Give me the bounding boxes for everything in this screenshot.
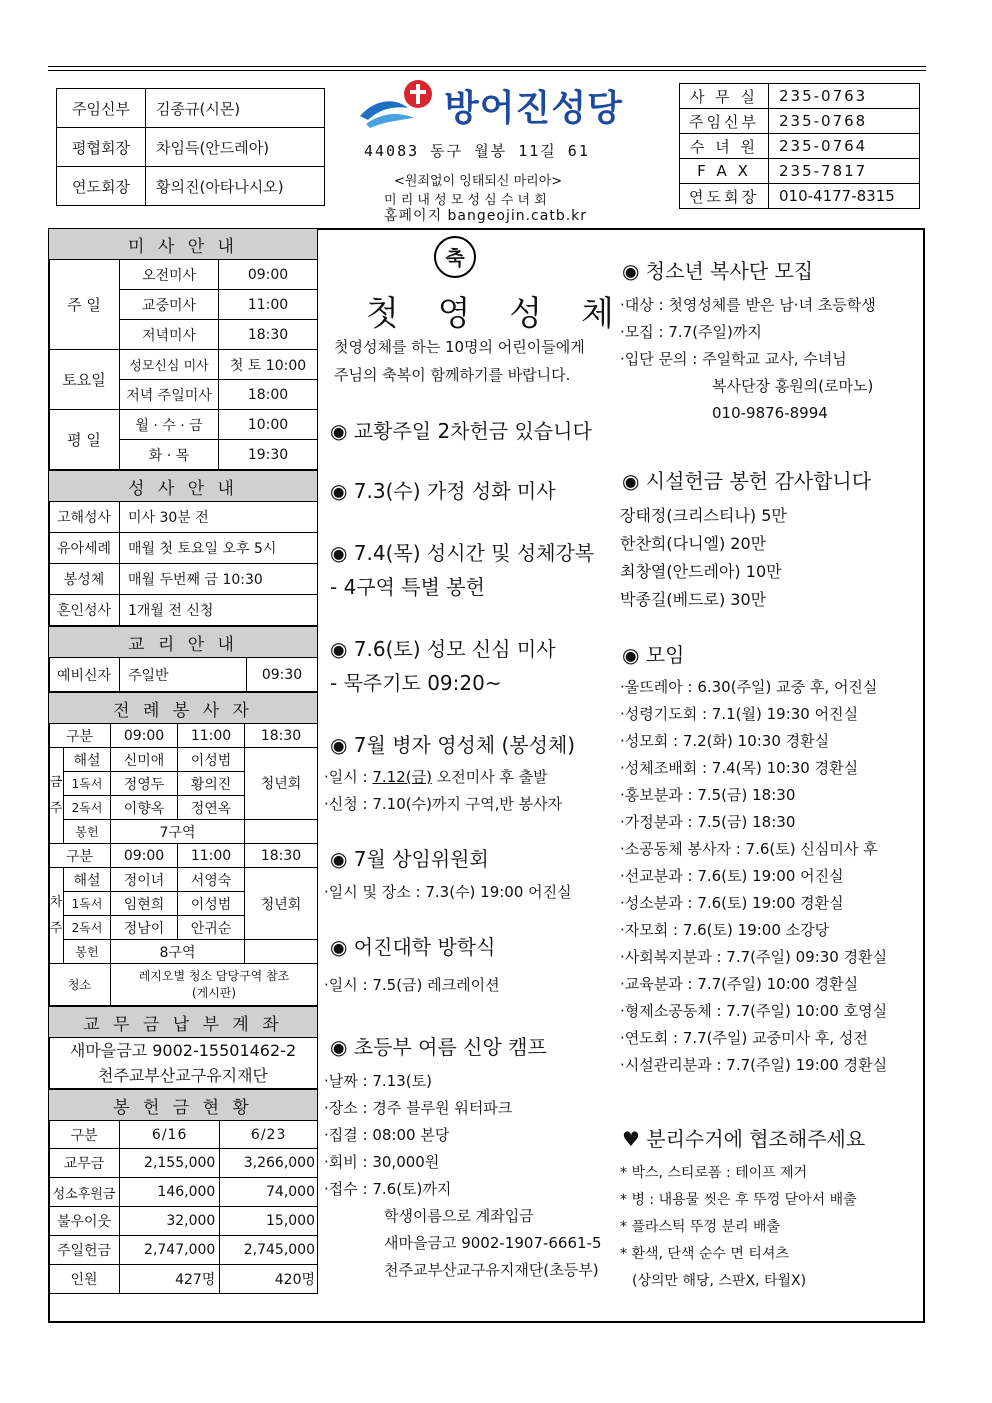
church-logo <box>356 76 436 136</box>
info-key: 평협회장 <box>57 128 146 167</box>
phone-value: 235-7817 <box>769 159 920 184</box>
offering-value: 420명 <box>220 1265 318 1294</box>
offering-value: 2,155,000 <box>120 1149 220 1178</box>
date: 7.12(금) <box>372 768 432 786</box>
doctrine-time: 09:30 <box>247 658 318 692</box>
offering-value: 32,000 <box>120 1207 220 1236</box>
doctrine-table <box>48 626 318 692</box>
notice-marian-mass: ◉ 7.6(토) 성모 신심 미사 <box>330 637 556 661</box>
phone-value: 010-4177-8315 <box>769 184 920 209</box>
role: 봉헌 <box>64 820 111 844</box>
notice-sick-communion: ◉ 7월 병자 영성체 (봉성체) <box>330 733 576 757</box>
offering-title: 봉 헌 금 현 황 <box>49 1090 318 1121</box>
servers-head: 09:00 <box>111 724 178 748</box>
celebration-badge: 축 <box>434 236 476 278</box>
offering-value: 146,000 <box>120 1178 220 1207</box>
subtitle-1: <원죄없이 잉태되신 마리아> <box>394 174 563 189</box>
week-label: 금주 <box>49 748 64 844</box>
left-column <box>48 228 318 1294</box>
meeting: ·자모회 : 7.6(토) 19:00 소강당 <box>620 921 830 939</box>
server: 정연옥 <box>178 796 245 820</box>
homepage: 홈페이지 bangeojin.catb.kr <box>384 208 588 224</box>
offering-value: 15,000 <box>220 1207 318 1236</box>
meeting: ·연도회 : 7.7(주일) 교중미사 후, 성전 <box>620 1029 868 1047</box>
sacrament-value: 매월 두번째 금 10:30 <box>120 564 318 595</box>
server: 이성범 <box>178 892 245 916</box>
server: 이향옥 <box>111 796 178 820</box>
meeting: ·홍보분과 : 7.5(금) 18:30 <box>620 786 796 804</box>
server: 안귀순 <box>178 916 245 940</box>
phone-value: 235-0764 <box>769 134 920 159</box>
mass-time: 18:00 <box>219 380 318 410</box>
sacrament-key: 고해성사 <box>49 502 120 533</box>
role: 해설 <box>64 868 111 892</box>
role: 2독서 <box>64 796 111 820</box>
meetings-list <box>620 674 887 1079</box>
sacrament-title: 성 사 안 내 <box>49 471 318 502</box>
mass-name: 성모신심 미사 <box>120 350 219 380</box>
week-label: 차주 <box>49 868 64 964</box>
weekday-label: 평 일 <box>49 410 120 470</box>
donor: 한찬희(다니엘) 20만 <box>620 534 767 553</box>
account-line-1: 새마을금고 9002-15501462-2 <box>49 1038 318 1065</box>
offering-head: 6/16 <box>120 1121 220 1149</box>
offering-value: 427명 <box>120 1265 220 1294</box>
camp-line: ·집결 : 08:00 본당 <box>324 1126 450 1144</box>
servers-head: 09:00 <box>111 844 178 868</box>
college-closing-detail: ·일시 : 7.5(금) 레크레이션 <box>324 976 500 994</box>
altar-line: ·대상 : 첫영성체를 받은 남·녀 초등학생 <box>620 296 876 314</box>
recycling-rule: * 박스, 스티로폼 : 테이프 제거 <box>620 1165 808 1181</box>
sacrament-key: 봉성체 <box>49 564 120 595</box>
top-rule <box>48 66 926 67</box>
meeting: ·성령기도회 : 7.1(월) 19:30 어진실 <box>620 705 859 723</box>
mass-name: 교중미사 <box>120 290 219 320</box>
notice-marian-mass-sub: - 묵주기도 09:20~ <box>330 671 502 695</box>
meeting: ·가정분과 : 7.5(금) 18:30 <box>620 813 796 831</box>
cleaning-label: 청소 <box>49 964 111 1006</box>
top-rule-2 <box>48 70 926 71</box>
account-title: 교 무 금 납 부 계 좌 <box>49 1007 318 1038</box>
camp-line: 학생이름으로 계좌입금 <box>384 1207 534 1225</box>
altar-line: 복사단장 홍원의(로마노) <box>712 377 874 395</box>
mass-time: 첫 토 10:00 <box>219 350 318 380</box>
meeting: ·소공동체 봉사자 : 7.6(토) 신심미사 후 <box>620 840 878 858</box>
info-value: 김종규(시몬) <box>146 89 325 128</box>
meeting: ·형제소공동체 : 7.7(주일) 10:00 호영실 <box>620 1002 888 1020</box>
altar-line: ·모집 : 7.7(주일)까지 <box>620 323 762 341</box>
servers-head: 18:30 <box>245 844 318 868</box>
servers-title: 전 례 봉 사 자 <box>49 693 318 724</box>
offering-key: 교무금 <box>49 1149 120 1178</box>
meeting: ·성체조배회 : 7.4(목) 10:30 경환실 <box>620 759 859 777</box>
donor: 박종길(베드로) 30만 <box>620 590 767 609</box>
mass-time: 09:00 <box>219 260 318 290</box>
offering-key: 인원 <box>49 1265 120 1294</box>
notice-facility-offering: ◉ 시설헌금 봉헌 감사합니다 <box>622 469 872 493</box>
sacrament-value: 1개월 전 신청 <box>120 595 318 626</box>
recycling-rule: * 플라스틱 뚜껑 분리 배출 <box>620 1219 781 1235</box>
offering-key: 불우이웃 <box>49 1207 120 1236</box>
meeting: ·시설관리분과 : 7.7(주일) 19:00 경환실 <box>620 1056 888 1074</box>
sunday-label: 주 일 <box>49 260 120 350</box>
server: 정이녀 <box>111 868 178 892</box>
notice-altar-servers: ◉ 청소년 복사단 모집 <box>622 259 814 283</box>
sacrament-key: 유아세례 <box>49 533 120 564</box>
mass-table <box>48 228 318 470</box>
notice-recycling: ♥ 분리수거에 협조해주세요 <box>622 1127 866 1151</box>
camp-line: ·장소 : 경주 블루원 워터파크 <box>324 1099 513 1117</box>
offering-head: 6/23 <box>220 1121 318 1149</box>
info-value: 차임득(안드레아) <box>146 128 325 167</box>
account-line-2: 천주교부산교구유지재단 <box>49 1064 318 1089</box>
mass-time: 19:30 <box>219 440 318 470</box>
label: ·일시 : <box>324 768 373 786</box>
altar-line: 010-9876-8994 <box>712 404 828 422</box>
meeting: ·교육분과 : 7.7(주일) 10:00 경환실 <box>620 975 859 993</box>
server: 서영숙 <box>178 868 245 892</box>
phone-key: 주임신부 <box>680 109 769 134</box>
intro-line-1: 첫영성체를 하는 10명의 어린이들에게 <box>334 338 585 356</box>
role: 1독서 <box>64 772 111 796</box>
phone-value: 235-0768 <box>769 109 920 134</box>
notice-summer-camp: ◉ 초등부 여름 신앙 캠프 <box>330 1035 547 1059</box>
notice-college-closing: ◉ 어진대학 방학식 <box>330 935 496 959</box>
doctrine-value: 주일반 <box>120 658 247 692</box>
meeting: ·선교분과 : 7.6(토) 19:00 어진실 <box>620 867 844 885</box>
mass-title: 미 사 안 내 <box>49 229 318 260</box>
sacrament-table <box>48 470 318 626</box>
recycling-rule: * 환색, 단색 순수 면 티셔츠 <box>620 1246 789 1262</box>
server: 이성범 <box>178 748 245 772</box>
mass-name: 월 · 수 · 금 <box>120 410 219 440</box>
offering-value: 2,745,000 <box>220 1236 318 1265</box>
servers-head: 11:00 <box>178 844 245 868</box>
notice-committee: ◉ 7월 상임위원회 <box>330 847 489 871</box>
phone-key: 연도회장 <box>680 184 769 209</box>
server: 신미애 <box>111 748 178 772</box>
mass-time: 10:00 <box>219 410 318 440</box>
role: 봉헌 <box>64 940 111 964</box>
subtitle-2: 미 리 내 성 모 성 심 수 녀 회 <box>384 193 547 208</box>
intro-line-2: 주님의 축복이 함께하기를 바랍니다. <box>334 366 571 384</box>
camp-line: ·접수 : 7.6(토)까지 <box>324 1180 452 1198</box>
servers-head: 구분 <box>49 724 111 748</box>
recycling-rule: (상의만 해당, 스판X, 타월X) <box>632 1273 807 1289</box>
phone-table <box>679 83 920 209</box>
phone-value: 235-0763 <box>769 84 920 109</box>
offering-key: 주일헌금 <box>49 1236 120 1265</box>
altar-line: ·입단 문의 : 주일학교 교사, 수녀님 <box>620 350 847 368</box>
meeting: ·사회복지분과 : 7.7(주일) 09:30 경환실 <box>620 948 888 966</box>
doctrine-title: 교 리 안 내 <box>49 627 318 658</box>
notice-family-mass: ◉ 7.3(수) 가정 성화 미사 <box>330 479 556 503</box>
notice-papal-sunday: ◉ 교황주일 2차헌금 있습니다 <box>330 419 592 443</box>
mass-name: 오전미사 <box>120 260 219 290</box>
notice-meetings: ◉ 모임 <box>622 643 685 667</box>
first-communion-title: 첫 영 성 체 <box>366 294 628 334</box>
camp-line: ·날짜 : 7.13(토) <box>324 1072 432 1090</box>
detail: 오전미사 후 출발 <box>431 768 548 786</box>
servers-head: 구분 <box>49 844 111 868</box>
sick-communion-apply: ·신청 : 7.10(수)까지 구역,반 봉사자 <box>324 795 563 813</box>
info-key: 연도회장 <box>57 167 146 206</box>
sacrament-key: 혼인성사 <box>49 595 120 626</box>
recycling-list <box>620 1160 857 1295</box>
recycling-rule: * 병 : 내용물 씻은 후 뚜껑 닫아서 배출 <box>620 1192 857 1208</box>
meeting: ·성모회 : 7.2(화) 10:30 경환실 <box>620 732 830 750</box>
info-key: 주임신부 <box>57 89 146 128</box>
server: 정남이 <box>111 916 178 940</box>
cleaning-note: 레지오별 청소 담당구역 참조 <box>138 968 290 983</box>
role: 해설 <box>64 748 111 772</box>
offering-group: 7구역 <box>111 820 245 844</box>
committee-detail: ·일시 및 장소 : 7.3(수) 19:00 어진실 <box>324 883 572 901</box>
servers-head: 18:30 <box>245 724 318 748</box>
offering-table <box>48 1089 318 1294</box>
mass-time: 18:30 <box>219 320 318 350</box>
offering-value: 3,266,000 <box>220 1149 318 1178</box>
camp-line: 천주교부산교구유지재단(초등부) <box>384 1261 599 1279</box>
sacrament-value: 매월 첫 토요일 오후 5시 <box>120 533 318 564</box>
phone-key: F A X <box>680 159 769 184</box>
staff-table <box>56 88 325 206</box>
doctrine-key: 예비신자 <box>49 658 120 692</box>
meeting: ·성소분과 : 7.6(토) 19:00 경환실 <box>620 894 844 912</box>
notice-holy-hour-sub: - 4구역 특별 봉헌 <box>330 575 485 599</box>
notice-holy-hour: ◉ 7.4(목) 성시간 및 성체강복 <box>330 541 595 565</box>
server: 황의진 <box>178 772 245 796</box>
offering-key: 성소후원금 <box>49 1178 120 1207</box>
offering-value: 2,747,000 <box>120 1236 220 1265</box>
server: 정영두 <box>111 772 178 796</box>
summer-camp-details <box>324 1068 602 1284</box>
donor: 장태정(크리스티나) 5만 <box>620 506 787 525</box>
role: 2독서 <box>64 916 111 940</box>
phone-key: 수 녀 원 <box>680 134 769 159</box>
offering-head: 구분 <box>49 1121 120 1149</box>
info-value: 황의진(아타나시오) <box>146 167 325 206</box>
meeting: ·울뜨레아 : 6.30(주일) 교중 후, 어진실 <box>620 678 878 696</box>
mass-time: 11:00 <box>219 290 318 320</box>
church-title: 방어진성당 <box>444 88 623 129</box>
role: 1독서 <box>64 892 111 916</box>
mass-name: 화 · 목 <box>120 440 219 470</box>
offering-value: 74,000 <box>220 1178 318 1207</box>
servers-head: 11:00 <box>178 724 245 748</box>
saturday-label: 토요일 <box>49 350 120 410</box>
sacrament-value: 미사 30분 전 <box>120 502 318 533</box>
cleaning-note-2: (게시판) <box>191 985 237 1000</box>
servers-side: 청년회 <box>245 868 318 940</box>
sick-communion-date <box>324 764 548 791</box>
servers-side: 청년회 <box>245 748 318 820</box>
mass-name: 저녁 주일미사 <box>120 380 219 410</box>
altar-servers-details <box>620 292 876 427</box>
facility-donors <box>620 502 787 614</box>
servers-table <box>48 692 318 1006</box>
offering-group: 8구역 <box>111 940 245 964</box>
camp-line: 새마을금고 9002-1907-6661-5 <box>384 1234 602 1252</box>
camp-line: ·회비 : 30,000원 <box>324 1153 440 1171</box>
account-table <box>48 1006 318 1089</box>
server: 임현희 <box>111 892 178 916</box>
mass-name: 저녁미사 <box>120 320 219 350</box>
donor: 최창열(안드레아) 10만 <box>620 562 782 581</box>
phone-key: 사 무 실 <box>680 84 769 109</box>
address: 44083 동구 월봉 11길 61 <box>364 142 590 160</box>
